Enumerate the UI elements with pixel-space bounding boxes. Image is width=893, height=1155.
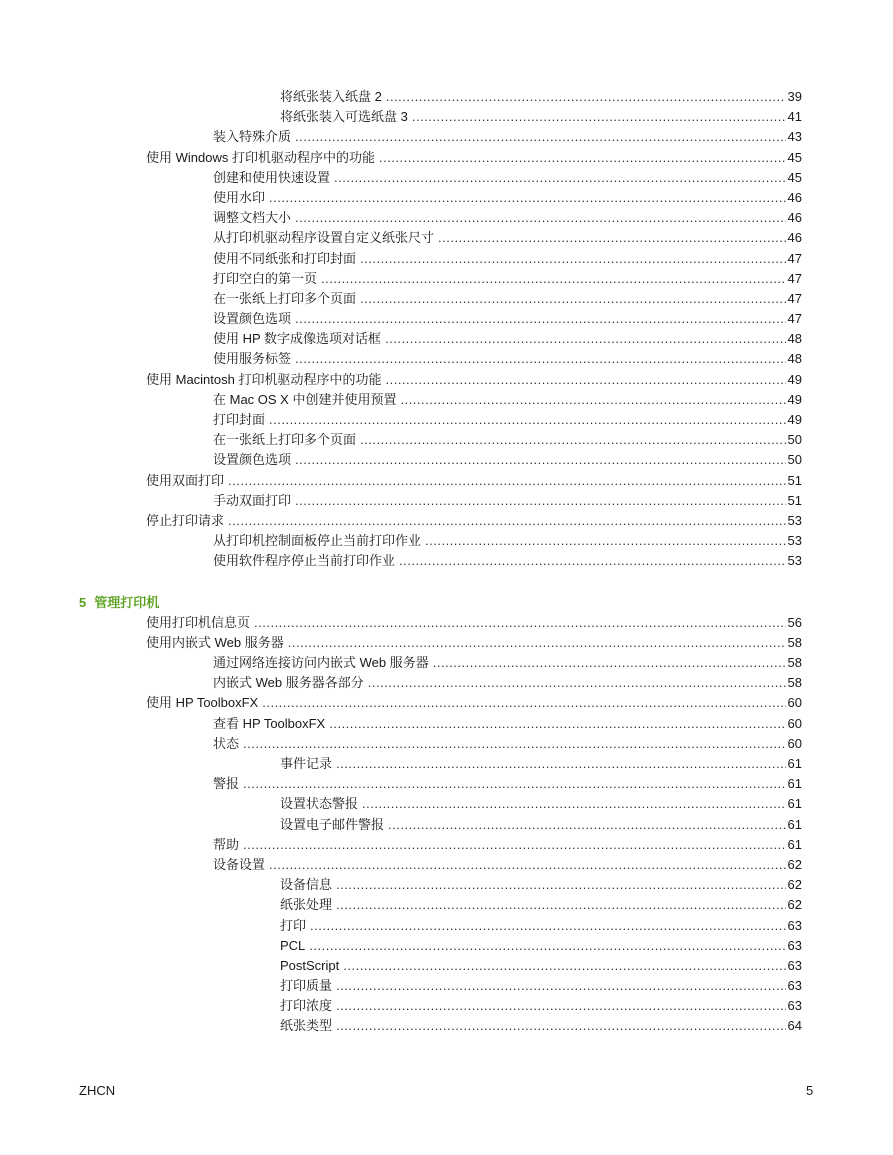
chapter-number: 5 [79, 594, 87, 610]
table-of-contents [0, 87, 893, 1037]
toc-entry-page: 45 [787, 169, 802, 185]
toc-entry-title: 将纸张装入可选纸盘 3 [280, 109, 408, 125]
toc-entry-page: 53 [787, 553, 802, 569]
toc-entry-title: 警报 [213, 776, 240, 792]
toc-entry[interactable] [0, 471, 802, 491]
toc-entry-title: 纸张类型 [280, 1018, 333, 1034]
toc-entry[interactable] [0, 309, 802, 329]
toc-entry-title: 在 Mac OS X 中创建并使用预置 [213, 391, 397, 407]
toc-entry-page: 50 [787, 432, 802, 448]
toc-entry-page: 49 [787, 371, 802, 387]
toc-entry[interactable] [0, 269, 802, 289]
toc-entry-page: 47 [787, 311, 802, 327]
toc-entry[interactable] [0, 1016, 802, 1036]
toc-entry[interactable] [0, 673, 802, 693]
toc-entry[interactable] [0, 410, 802, 430]
toc-entry[interactable] [0, 835, 802, 855]
dot-leader [360, 430, 786, 450]
toc-entry-page: 60 [787, 695, 802, 711]
toc-entry[interactable] [0, 794, 802, 814]
toc-entry-page: 63 [787, 917, 802, 933]
toc-entry[interactable] [0, 774, 802, 794]
toc-entry[interactable] [0, 188, 802, 208]
toc-entry-title: 使用服务标签 [213, 351, 292, 367]
dot-leader [329, 714, 785, 734]
dot-leader [336, 976, 786, 996]
toc-entry-page: 47 [787, 290, 802, 306]
toc-entry-page: 63 [787, 937, 802, 953]
dot-leader [433, 653, 786, 673]
toc-entry-page: 60 [787, 715, 802, 731]
dot-leader [295, 309, 786, 329]
toc-entry-title: 帮助 [213, 836, 240, 852]
toc-entry[interactable] [0, 875, 802, 895]
dot-leader [295, 208, 786, 228]
toc-entry-title: 内嵌式 Web 服务器各部分 [213, 675, 364, 691]
toc-entry-page: 61 [787, 796, 802, 812]
toc-entry[interactable] [0, 693, 802, 713]
toc-group-chapter-5 [0, 613, 893, 1037]
chapter-title: 管理打印机 [94, 594, 160, 610]
toc-entry[interactable] [0, 895, 802, 915]
toc-entry[interactable] [0, 855, 802, 875]
toc-group-chapter-4 [0, 87, 893, 572]
toc-entry-title: 从打印机驱动程序设置自定义纸张尺寸 [213, 230, 435, 246]
toc-entry[interactable] [0, 956, 802, 976]
dot-leader [288, 633, 786, 653]
toc-entry-title: 设置颜色选项 [213, 452, 292, 468]
toc-entry-page: 48 [787, 331, 802, 347]
toc-entry-page: 62 [787, 877, 802, 893]
dot-leader [295, 127, 786, 147]
toc-entry-page: 48 [787, 351, 802, 367]
toc-entry-page: 49 [787, 412, 802, 427]
toc-entry-page: 63 [787, 998, 802, 1014]
toc-entry-page: 46 [787, 210, 802, 226]
toc-entry-page: 64 [787, 1018, 802, 1034]
toc-entry[interactable] [0, 815, 802, 835]
dot-leader [362, 794, 786, 814]
toc-entry-page: 46 [787, 189, 802, 205]
toc-entry-page: 61 [787, 816, 802, 832]
toc-entry-title: 事件记录 [280, 756, 333, 771]
toc-entry-title: 使用水印 [213, 189, 266, 205]
dot-leader [412, 107, 786, 127]
toc-entry[interactable] [0, 511, 802, 531]
dot-leader [336, 875, 786, 895]
toc-entry[interactable] [0, 936, 802, 956]
dot-leader [386, 87, 786, 107]
toc-entry-title: 设备信息 [280, 877, 333, 893]
toc-entry-title: 打印 [280, 917, 307, 933]
toc-entry-page: 61 [787, 756, 802, 771]
toc-entry-title: PostScript [280, 957, 340, 973]
toc-entry-title: 设备设置 [213, 856, 266, 872]
toc-entry-title: 调整文档大小 [213, 210, 292, 226]
dot-leader [243, 734, 786, 754]
toc-entry-title: 在一张纸上打印多个页面 [213, 290, 357, 306]
toc-entry-title: 设置电子邮件警报 [280, 816, 385, 832]
toc-entry-title: 使用不同纸张和打印封面 [213, 250, 357, 266]
toc-entry-page: 58 [787, 655, 802, 671]
toc-entry[interactable] [0, 249, 802, 269]
dot-leader [336, 996, 786, 1016]
toc-entry[interactable] [0, 430, 802, 450]
dot-leader [336, 895, 786, 915]
dot-leader [336, 1016, 786, 1036]
toc-entry-title: 从打印机控制面板停止当前打印作业 [213, 533, 422, 549]
toc-entry[interactable] [0, 996, 802, 1016]
toc-entry-title: 使用 HP 数字成像选项对话框 [213, 331, 382, 347]
toc-entry-title: 使用 Windows 打印机驱动程序中的功能 [146, 149, 375, 165]
toc-entry-title: PCL [280, 937, 306, 953]
dot-leader [262, 693, 785, 713]
toc-entry-page: 47 [787, 250, 802, 266]
toc-entry-title: 在一张纸上打印多个页面 [213, 432, 357, 448]
toc-entry-page: 61 [787, 836, 802, 852]
toc-entry-page: 63 [787, 978, 802, 994]
toc-entry-title: 停止打印请求 [146, 512, 225, 528]
toc-entry-title: 打印质量 [280, 978, 333, 994]
toc-entry[interactable] [0, 168, 802, 188]
toc-entry-page: 51 [787, 492, 802, 508]
toc-entry-title: 使用打印机信息页 [146, 614, 251, 630]
toc-entry-page: 61 [787, 776, 802, 792]
dot-leader [400, 390, 785, 410]
toc-entry-title: 打印浓度 [280, 998, 333, 1014]
toc-entry[interactable] [0, 450, 802, 470]
dot-leader [243, 835, 786, 855]
toc-entry[interactable] [0, 633, 802, 653]
toc-entry[interactable] [0, 916, 802, 936]
toc-entry[interactable] [0, 208, 802, 228]
toc-entry-page: 47 [787, 270, 802, 286]
dot-leader [295, 491, 786, 511]
toc-entry-page: 46 [787, 230, 802, 246]
toc-entry[interactable] [0, 613, 802, 633]
dot-leader [360, 249, 786, 269]
dot-leader [360, 289, 786, 309]
toc-entry-title: 通过网络连接访问内嵌式 Web 服务器 [213, 655, 429, 671]
toc-entry-page: 58 [787, 634, 802, 650]
toc-entry[interactable] [0, 714, 802, 734]
toc-entry-title: 装入特殊介质 [213, 129, 292, 145]
dot-leader [310, 916, 786, 936]
footer-language-code: ZHCN [79, 1083, 116, 1098]
toc-entry-page: 56 [787, 614, 802, 630]
dot-leader [269, 855, 786, 875]
toc-entry-title: 使用内嵌式 Web 服务器 [146, 634, 284, 650]
toc-entry[interactable] [0, 289, 802, 309]
toc-entry-title: 将纸张装入纸盘 2 [280, 89, 382, 104]
toc-entry[interactable] [0, 127, 802, 147]
dot-leader [388, 815, 786, 835]
toc-entry-page: 49 [787, 391, 802, 407]
dot-leader [295, 349, 786, 369]
toc-entry[interactable] [0, 976, 802, 996]
toc-entry-title: 打印空白的第一页 [213, 270, 318, 286]
toc-entry-title: 使用 Macintosh 打印机驱动程序中的功能 [146, 371, 382, 387]
toc-entry[interactable] [0, 491, 802, 511]
toc-entry-title: 使用 HP ToolboxFX [146, 695, 259, 711]
chapter-heading[interactable] [0, 593, 893, 613]
dot-leader [309, 936, 785, 956]
toc-entry[interactable] [0, 390, 802, 410]
toc-entry-page: 51 [787, 472, 802, 488]
toc-entry[interactable] [0, 551, 802, 571]
dot-leader [228, 511, 786, 531]
toc-entry[interactable] [0, 329, 802, 349]
dot-leader [254, 613, 786, 633]
dot-leader [425, 531, 786, 551]
toc-entry-title: 使用双面打印 [146, 472, 225, 488]
toc-entry-page: 45 [787, 149, 802, 165]
dot-leader [228, 471, 786, 491]
dot-leader [399, 551, 786, 571]
dot-leader [368, 673, 786, 693]
toc-entry-title: 查看 HP ToolboxFX [213, 715, 326, 731]
toc-entry-page: 50 [787, 452, 802, 468]
dot-leader [343, 956, 785, 976]
dot-leader [243, 774, 786, 794]
dot-leader [379, 148, 786, 168]
footer-page-number: 5 [806, 1083, 814, 1098]
dot-leader [321, 269, 786, 289]
toc-entry[interactable] [0, 531, 802, 551]
toc-entry[interactable] [0, 87, 802, 107]
toc-entry-title: 状态 [213, 735, 240, 751]
toc-entry-page: 63 [787, 957, 802, 973]
dot-leader [385, 370, 785, 390]
dot-leader [336, 754, 786, 774]
toc-entry[interactable] [0, 349, 802, 369]
toc-entry-page: 53 [787, 512, 802, 528]
dot-leader [385, 329, 785, 349]
toc-entry[interactable] [0, 107, 802, 127]
dot-leader [269, 410, 786, 430]
toc-entry[interactable] [0, 754, 802, 774]
toc-entry-page: 53 [787, 533, 802, 549]
dot-leader [295, 450, 786, 470]
toc-entry-title: 设置状态警报 [280, 796, 359, 812]
toc-entry-page: 41 [787, 109, 802, 125]
toc-entry-title: 使用软件程序停止当前打印作业 [213, 553, 396, 569]
toc-entry-title: 创建和使用快速设置 [213, 169, 331, 185]
dot-leader [334, 168, 786, 188]
toc-entry-page: 62 [787, 897, 802, 913]
toc-entry[interactable] [0, 734, 802, 754]
toc-entry[interactable] [0, 148, 802, 168]
toc-entry-title: 打印封面 [213, 412, 266, 427]
toc-entry-page: 39 [787, 89, 802, 104]
toc-entry-title: 设置颜色选项 [213, 311, 292, 327]
dot-leader [438, 228, 786, 248]
toc-entry[interactable] [0, 653, 802, 673]
toc-entry-page: 43 [787, 129, 802, 145]
toc-entry-title: 纸张处理 [280, 897, 333, 913]
toc-entry[interactable] [0, 228, 802, 248]
dot-leader [269, 188, 786, 208]
toc-entry-title: 手动双面打印 [213, 492, 292, 508]
toc-entry-page: 60 [787, 735, 802, 751]
toc-entry[interactable] [0, 370, 802, 390]
toc-entry-page: 58 [787, 675, 802, 691]
toc-entry-page: 62 [787, 856, 802, 872]
